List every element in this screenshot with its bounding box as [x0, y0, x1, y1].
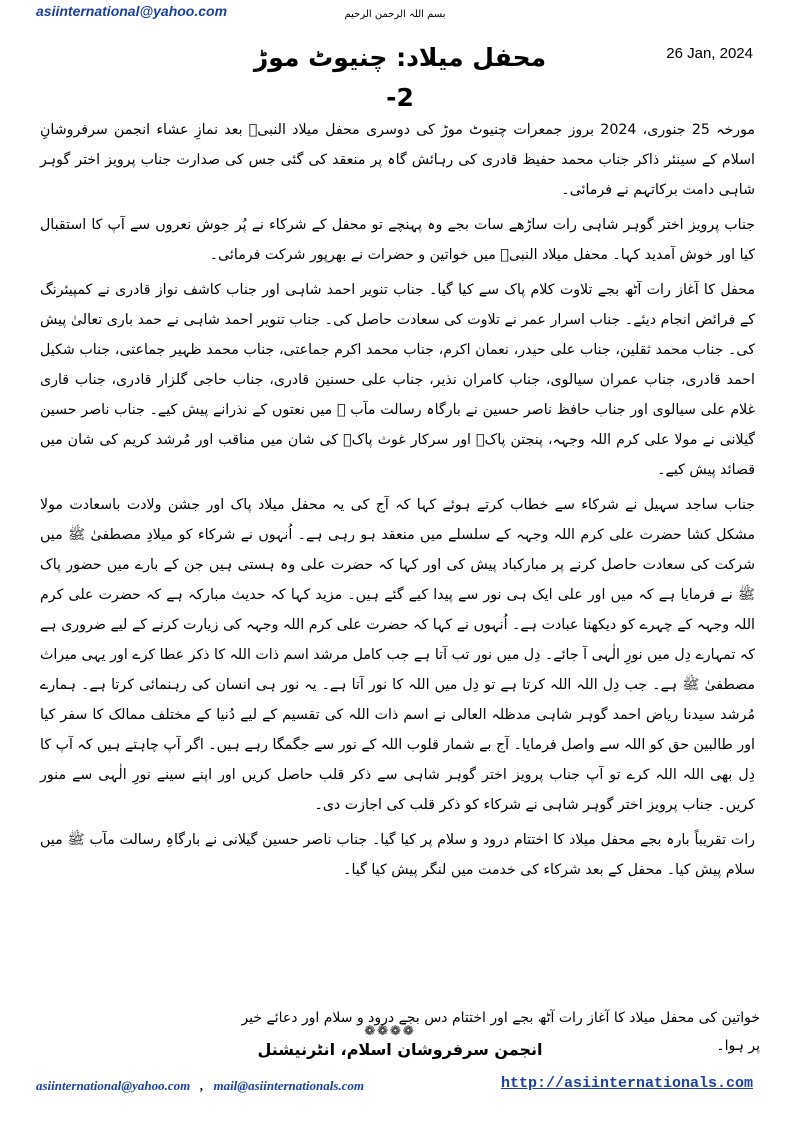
closing-line: خواتین کی محفل میلاد کا آغاز رات آٹھ بجے اور اختتام دس بجے درود و سلام اور دعائے خیر پر ہوا۔ [241, 1010, 760, 1054]
article-paragraph: رات تقریباً بارہ بجے محفل میلاد کا اختتام درود و سلام پر کیا گیا۔ جناب ناصر حسین گیلانی نے بارگاہِ رسالت مآب ﷺ میں سلام پیش کیا۔ محفل کے بعد شرکاء کی خدمت میں لنگر پیش کیا گیا۔ [40, 832, 755, 878]
footer-website-link[interactable]: http://asiinternationals.com [500, 1075, 753, 1092]
footer-email-link-1[interactable]: asiinternational@yahoo.com [36, 1078, 191, 1093]
flower-ornament-icon: ❁❁❁❁ [364, 1024, 416, 1039]
footer-email-link-2[interactable]: mail@asiinternationals.com [213, 1078, 365, 1093]
footer-separator: , [200, 1078, 204, 1093]
bismillah-heading: بسم اللہ الرحمن الرحیم [344, 9, 446, 20]
article-paragraph: مورخہ 25 جنوری، 2024 بروز جمعرات چنیوٹ موڑ کی دوسری محفل میلاد النبیؐ بعد نمازِ عشاء انجمن سرفروشانِ اسلام کے سینئر ذاکر جناب محمد حفیظ قادری کی رہائش گاہ پر منعقد کی گئی جس کی صدارت جناب پرویز اختر گوہر شاہی دامت برکاتہم نے فرمائی۔ [40, 122, 756, 198]
page-title [230, 38, 570, 118]
title-main: محفل میلاد: چنیوٹ موڑ [253, 43, 547, 72]
article-paragraph: محفل کا آغاز رات آٹھ بجے تلاوت کلام پاک سے کیا گیا۔ جناب تنویر احمد شاہی اور جناب کاشف نواز قادری نے کمپیئرنگ کے فرائض انجام دیئے۔ جناب اسرار عمر نے تلاوت کی سعادت حاصل کی۔ جناب تنویر احمد شاہی نے حمد باری تعالیٰ پیش کی۔ جناب محمد ثقلین، جناب علی حیدر، نعمان اکرم، جناب محمد اکرم جماعتی، جناب محمد ظہیر جماعتی، جناب شکیل احمد قادری، جناب عمران سیالوی، جناب کامران نذیر، جناب علی حسنین قادری، جناب حاجی گلزار قادری، جناب قاری غلام علی سیالوی اور جناب حافظ ناصر حسین نے بارگاہ رسالت مآب ﷺ میں نعتوں کے نذرانے پیش کیے۔ جناب ناصر حسین گیلانی نے مولا علی کرم اللہ وجہہ، پنجتن پاکؑ اور سرکار غوث پاکؒ کی شان میں مناقب اور مُرشد کریم کی شان میں قصائد پیش کیے۔ [40, 282, 755, 478]
article-date: 26 Jan, 2024 [666, 45, 753, 62]
article-body [40, 115, 755, 890]
title-number: 2- [386, 83, 414, 112]
header-email-link[interactable]: asiinternational@yahoo.com [36, 3, 228, 19]
article-paragraph: جناب ساجد سہیل نے شرکاء سے خطاب کرتے ہوئے کہا کہ آج کی یہ محفل میلاد پاک اور جشن ولادت باسعادت مولا مشکل کشا حضرت علی کرم اللہ وجہہ کے سلسلے میں منعقد ہو رہی ہے۔ اُنہوں نے شرکاء کو میلادِ مصطفیٰ ﷺ میں شرکت کی سعادت حاصل کرنے پر مبارکباد پیش کی اور کہا کہ حضرت علی وہ ہستی ہیں جن کے بارے میں حضور پاک ﷺ نے فرمایا ہے کہ میں اور علی ایک ہی نور سے پیدا کیے گئے ہیں۔ مزید کہا کہ حدیث مبارکہ ہے کہ حضرت علی کرم اللہ وجہہ کے چہرے کو دیکھنا عبادت ہے۔ اُنہوں نے کہا کہ حضرت علی کرم اللہ وجہہ کی زیارت کرنے کے لیے ضروری ہے کہ تمہارے دِل میں نورِ الٰہی آ جائے۔ دِل میں نور تب آتا ہے جب کامل مرشد اسم ذات اللہ کا ذکر عطا کرے اور یہی میراث مصطفیٰ ﷺ ہے۔ جب دِل اللہ اللہ کرتا ہے تو دِل میں اللہ کا نور آتا ہے۔ یہ نور ہی انسان کی رہنمائی کرتا ہے۔ ہمارے مُرشد سیدنا ریاض احمد گوہر شاہی مدظلہ العالی نے اسم ذات اللہ کی تقسیم کے لیے دُنیا کے مختلف ممالک کا سفر کیا اور طالبین حق کو اللہ سے واصل فرمایا۔ آج بے شمار قلوب اللہ کے نور سے جگمگا رہے ہیں۔ اگر آپ چاہتے ہیں کہ آپ کا دِل بھی اللہ اللہ کرے تو آپ جناب پرویز اختر گوہر شاہی سے ذکر قلب حاصل کریں اور اپنے سینے نورِ الٰہی سے منور کریں۔ جناب پرویز اختر گوہر شاہی نے شرکاء کو ذکر قلب کی اجازت دی۔ [40, 497, 755, 813]
article-paragraph: جناب پرویز اختر گوہر شاہی رات ساڑھے سات بجے وہ پہنچے تو محفل کے شرکاء نے پُر جوش نعروں سے آپ کا استقبال کیا اور خوش آمدید کہا۔ محفل میلاد النبیؐ میں خواتین و حضرات نے بھرپور شرکت فرمائی۔ [40, 217, 755, 263]
organization-name: انجمن سرفروشان اسلام، انٹرنیشنل [257, 1040, 543, 1059]
footer-emails [36, 1078, 364, 1094]
